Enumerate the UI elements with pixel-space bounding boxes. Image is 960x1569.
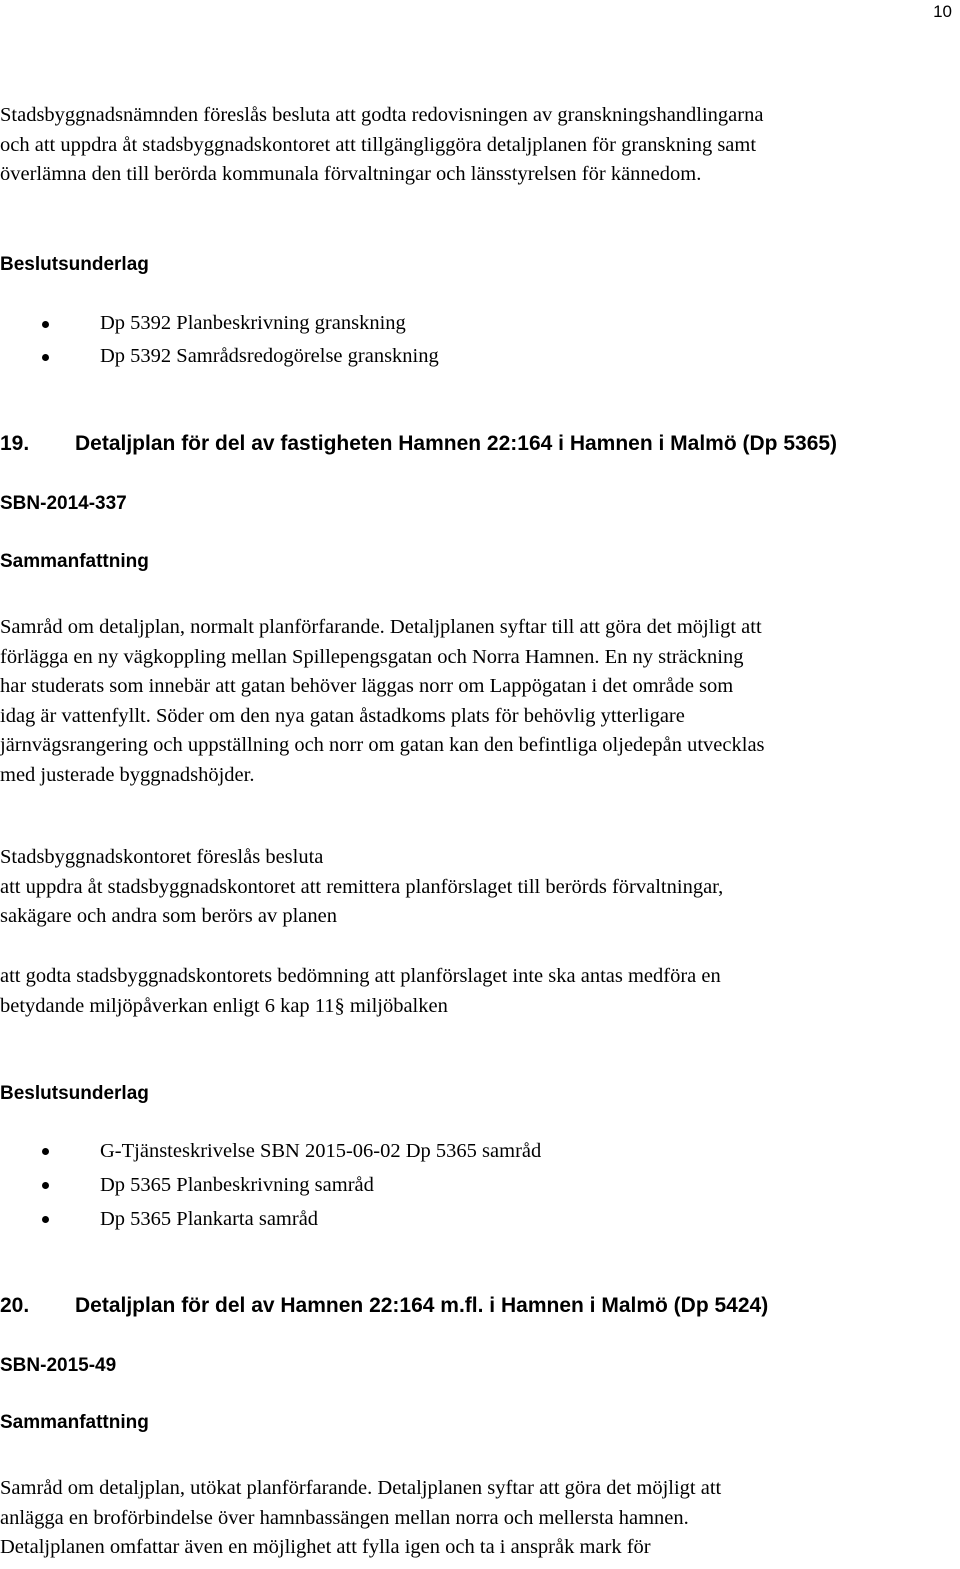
summary-heading: Sammanfattning [0,1412,149,1433]
text-line: betydande miljöpåverkan enligt 6 kap 11§ miljöbalken [0,994,448,1017]
text-line: att godta stadsbyggnadskontorets bedömning att planförslaget inte ska antas medföra en [0,965,721,987]
beslutsunderlag-heading: Beslutsunderlag [0,254,149,275]
text-line: Stadsbyggnadsnämnden föreslås besluta att godta redovisningen av granskningshandlingarna [0,104,764,126]
bullet-icon [42,1182,49,1189]
document-name: Dp 5365 Planbeskrivning samråd [100,1174,374,1196]
document-list [0,1134,541,1236]
bullet-icon [42,1216,49,1223]
document-name: G-Tjänsteskrivelse SBN 2015-06-02 Dp 5365 samråd [100,1140,542,1162]
case-id: SBN-2015-49 [0,1355,117,1376]
document-name: Dp 5392 Planbeskrivning granskning [100,312,406,334]
list-item [0,1134,541,1168]
bullet-icon [42,321,49,328]
summary-paragraph [0,1474,958,1563]
text-line: förlägga en ny vägkoppling mellan Spillepengsgatan och Norra Hamnen. En ny sträckning [0,645,744,668]
section-number: 20. [0,1294,30,1317]
list-item [0,1202,541,1236]
text-line: sakägare och andra som berörs av planen [0,905,337,928]
document-name: Dp 5392 Samrådsredogörelse granskning [100,345,439,367]
text-line: har studerats som innebär att gatan behöver läggas norr om Lappögatan i det område som [0,675,734,698]
text-line: järnvägsrangering och uppställning och norr om gatan kan den befintliga oljedepån utvecklas [0,734,765,757]
text-line: Stadsbyggnadskontoret föreslås besluta [0,846,324,868]
beslutsunderlag-heading: Beslutsunderlag [0,1083,149,1104]
document-name: Dp 5365 Plankarta samråd [100,1208,319,1230]
proposal-paragraph [0,843,958,932]
section-number: 19. [0,432,30,455]
list-item [0,1168,541,1202]
summary-heading: Sammanfattning [0,551,149,572]
text-line: med justerade byggnadshöjder. [0,763,255,786]
section-title: Detaljplan för del av fastigheten Hamnen 22:164 i Hamnen i Malmö (Dp 5365) [75,432,838,455]
text-line: Detaljplanen omfattar även en möjlighet att fylla igen och ta i anspråk mark för [0,1536,651,1559]
section-title: Detaljplan för del av Hamnen 22:164 m.fl. i Hamnen i Malmö (Dp 5424) [75,1294,769,1317]
document-list [0,307,439,373]
proposal-paragraph-2 [0,962,958,1021]
section-20-heading [0,1294,768,1318]
section-19-heading [0,432,837,456]
text-line: Samråd om detaljplan, utökat planförfarande. Detaljplanen syftar att göra det möjligt att [0,1477,722,1499]
text-line: överlämna den till berörda kommunala förvaltningar och länsstyrelsen för kännedom. [0,163,702,186]
intro-paragraph [0,101,958,190]
list-item [0,307,439,340]
text-line: idag är vattenfyllt. Söder om den nya gatan åstadkoms plats för behövlig ytterligare [0,704,685,727]
text-line: Samråd om detaljplan, normalt planförfarande. Detaljplanen syftar till att göra det möjligt att [0,616,762,638]
bullet-icon [42,1148,49,1155]
summary-paragraph [0,613,958,791]
text-line: och att uppdra åt stadsbyggnadskontoret att tillgängliggöra detaljplanen för granskning samt [0,133,757,156]
list-item [0,340,439,373]
text-line: anlägga en broförbindelse över hamnbassängen mellan norra och mellersta hamnen. [0,1506,689,1529]
text-line: att uppdra åt stadsbyggnadskontoret att remittera planförslaget till berörds förvaltningar, [0,875,724,898]
page-number: 10 [933,2,952,21]
case-id: SBN-2014-337 [0,493,127,514]
bullet-icon [42,354,49,361]
